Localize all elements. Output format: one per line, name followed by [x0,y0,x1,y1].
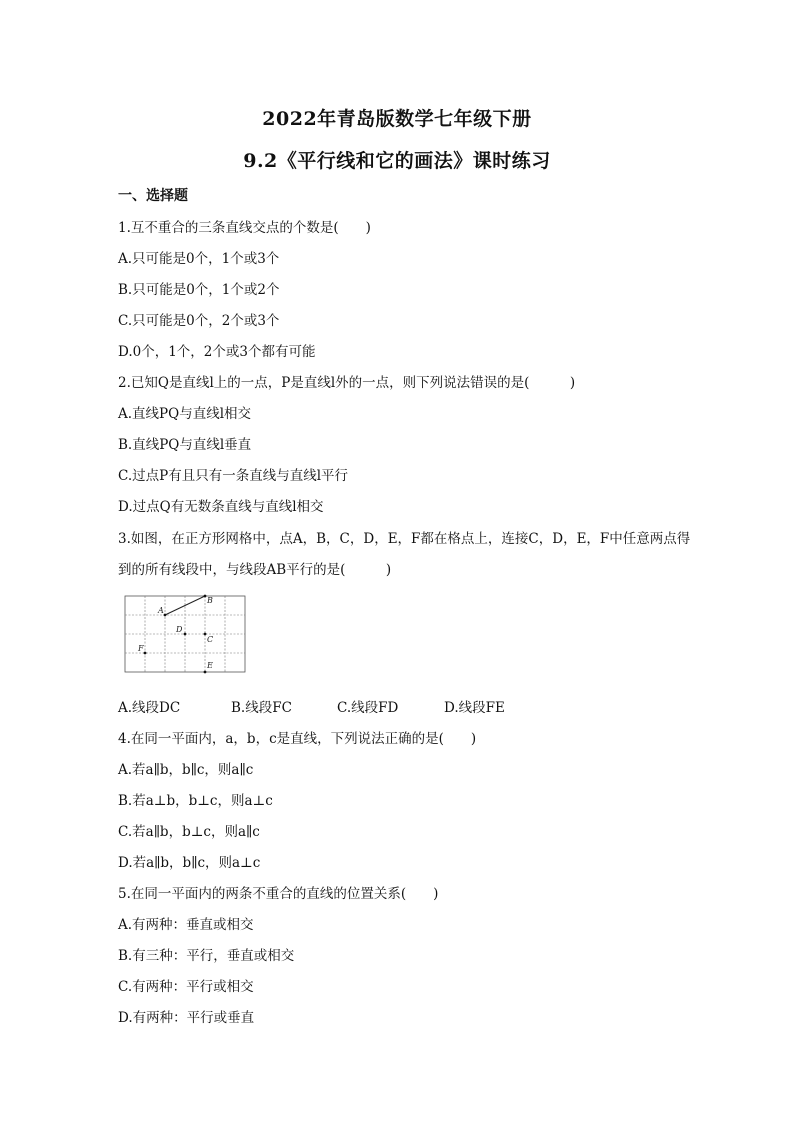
question-5-option-a: A.有两种：垂直或相交 [118,917,254,933]
document-title: 2022年青岛版数学七年级下册 [262,108,532,130]
label-a: A [158,606,164,615]
point-e [204,671,207,674]
question-2-option-d: D.过点Q有无数条直线与直线l相交 [118,499,324,515]
question-3-stem: 3.如图，在正方形网格中，点A，B，C，D，E，F都在格点上，连接C，D，E，F中任意两点得 [118,531,691,547]
question-3-option-d: D.线段FE [444,700,505,716]
question-1-option-b: B.只可能是0个，1个或2个 [118,282,280,298]
label-c: C [207,635,214,644]
label-f: F [138,644,144,653]
question-4-stem: 4.在同一平面内，a，b，c是直线，下列说法正确的是( ) [118,731,477,747]
point-a [164,614,167,617]
question-2-option-c: C.过点P有且只有一条直线与直线l平行 [118,468,349,484]
question-4-option-d: D.若a∥b，b∥c，则a⊥c [118,855,261,871]
segment-ab [165,596,205,615]
label-b: B [207,596,213,605]
question-1-stem: 1.互不重合的三条直线交点的个数是( ) [118,220,371,236]
section-heading: 一、选择题 [118,188,188,204]
question-3-option-c: C.线段FD [337,700,399,716]
label-d: D [176,625,183,634]
question-2-option-b: B.直线PQ与直线l垂直 [118,437,252,453]
question-4-option-a: A.若a∥b，b∥c，则a∥c [118,762,254,778]
question-1-option-d: D.0个，1个，2个或3个都有可能 [118,344,316,360]
point-f [144,652,147,655]
question-4-option-c: C.若a∥b，b⊥c，则a∥c [118,824,260,840]
question-1-option-a: A.只可能是0个，1个或3个 [118,251,280,267]
document-subtitle: 9.2《平行线和它的画法》课时练习 [243,150,551,172]
question-5-option-c: C.有两种：平行或相交 [118,979,254,995]
question-3-options [118,696,678,714]
question-5-stem: 5.在同一平面内的两条不重合的直线的位置关系( ) [118,886,439,902]
point-d [184,633,187,636]
point-c [204,633,207,636]
question-2-stem: 2.已知Q是直线l上的一点，P是直线l外的一点，则下列说法错误的是( ) [118,375,576,391]
question-4-option-b: B.若a⊥b，b⊥c，则a⊥c [118,793,273,809]
question-3-option-a: A.线段DC [118,700,181,716]
question-5-option-d: D.有两种：平行或垂直 [118,1010,255,1026]
point-b [204,595,207,598]
question-2-option-a: A.直线PQ与直线l相交 [118,406,252,422]
label-e: E [207,661,213,670]
question-5-option-b: B.有三种：平行，垂直或相交 [118,948,295,964]
grid-figure [124,594,250,676]
question-1-option-c: C.只可能是0个，2个或3个 [118,313,280,329]
question-3-option-b: B.线段FC [231,700,292,716]
question-3-stem-continued: 到的所有线段中，与线段AB平行的是( ) [118,562,392,578]
